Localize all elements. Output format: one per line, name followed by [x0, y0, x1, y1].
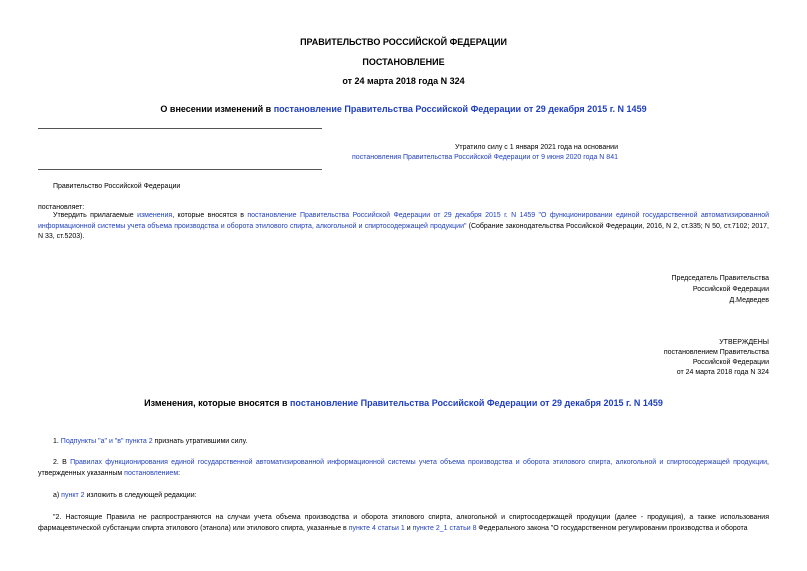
changes-title: Изменения, которые вносятся в постановление Правительства Российской Федерации от 29 декабря 2015 г. N 1459	[144, 398, 663, 408]
divider-top	[38, 128, 322, 129]
signature-country: Российской Федерации	[692, 286, 769, 293]
approval-line3: Российской Федерации	[692, 359, 769, 366]
quote-paragraph: "2. Настоящие Правила не распространяются на случаи учета объема производства и оборота этилового спирта, алкогольной и спиртосодержащей продукции (далее - продукция), а также использования фармацевтической субстанции спирта этилового (этанола) или этилового спирта, указанные в пункте 4 статьи 1 и пункте 2_1 статьи 8 Федерального закона "О государственном регулировании производства и оборота	[38, 514, 769, 532]
status-note-link-row	[38, 153, 618, 163]
title-link[interactable]: постановление Правительства Российской Федерации от 29 декабря 2015 г. N 1459	[273, 104, 647, 114]
date-number: от 24 марта 2018 года N 324	[342, 76, 465, 86]
approval-line4: от 24 марта 2018 года N 324	[676, 369, 769, 376]
actor-text: Правительство Российской Федерации	[53, 183, 181, 190]
quote-link-1[interactable]: пункте 4 статьи 1	[348, 524, 405, 532]
changes-title-link[interactable]: постановление Правительства Российской Федерации от 29 декабря 2015 г. N 1459	[290, 398, 663, 408]
resolution-1459-link[interactable]: постановление Правительства Российской Федерации от 29 декабря 2015 г. N 1459 "О функционировании единой государственной автоматизированной информационной системы учета объема производства и оборота этилового спирта, алкогольной и спиртосодержащей продукции"	[38, 212, 769, 230]
item-1: 1. Подпункты "а" и "в" пункта 2 признать утратившими силу.	[53, 438, 248, 445]
item-2: 2. В Правилах функционирования единой государственной автоматизированной информационной системы учета объема производства и оборота этилового спирта, алкогольной и спиртосодержащей продукции, утвержденных указанным постановлением:	[38, 459, 769, 477]
signature-name: Д.Медведев	[729, 297, 769, 304]
resolves-text: постановляет:	[38, 204, 85, 211]
document-title	[0, 104, 807, 114]
item-1-link[interactable]: Подпункты "а" и "в" пункта 2	[60, 438, 153, 445]
quote-link-2[interactable]: пункте 2_1 статьи 8	[412, 524, 477, 532]
doc-type-heading: ПОСТАНОВЛЕНИЕ	[362, 57, 445, 67]
government-heading: ПРАВИТЕЛЬСТВО РОССИЙСКОЙ ФЕДЕРАЦИИ	[300, 37, 507, 47]
rules-link[interactable]: Правилах функционирования единой государственной автоматизированной информационной системы учета объема производства и оборота этилового спирта, алкогольной и спиртосодержащей продукции	[70, 459, 768, 466]
approval-heading: УТВЕРЖДЕНЫ	[719, 339, 769, 346]
signature-title: Председатель Правительства	[671, 275, 769, 282]
resolution-link[interactable]: постановлением	[124, 469, 179, 477]
divider-bottom	[38, 169, 322, 170]
item-a: а) пункт 2 изложить в следующей редакции:	[53, 492, 197, 499]
status-note-link[interactable]: постановления Правительства Российской Федерации от 9 июня 2020 года N 841	[352, 154, 618, 161]
item-a-link[interactable]: пункт 2	[61, 492, 85, 499]
paragraph-main: Утвердить прилагаемые изменения, которые вносятся в постановление Правительства Российской Федерации от 29 декабря 2015 г. N 1459 "О функционировании единой государственной автоматизированной информационной системы учета объема производства и оборота этилового спирта, алкогольной и спиртосодержащей продукции" (Собрание законодательства Российской Федерации, 2016, N 2, ст.335; N 50, ст.7102; 2017, N 33, ст.5203).	[38, 212, 769, 240]
title-prefix: О внесении изменений в	[160, 104, 274, 114]
status-note-line1: Утратило силу с 1 января 2021 года на основании	[454, 144, 618, 151]
changes-link[interactable]: изменения	[137, 212, 173, 219]
approval-line2: постановлением Правительства	[663, 349, 769, 356]
